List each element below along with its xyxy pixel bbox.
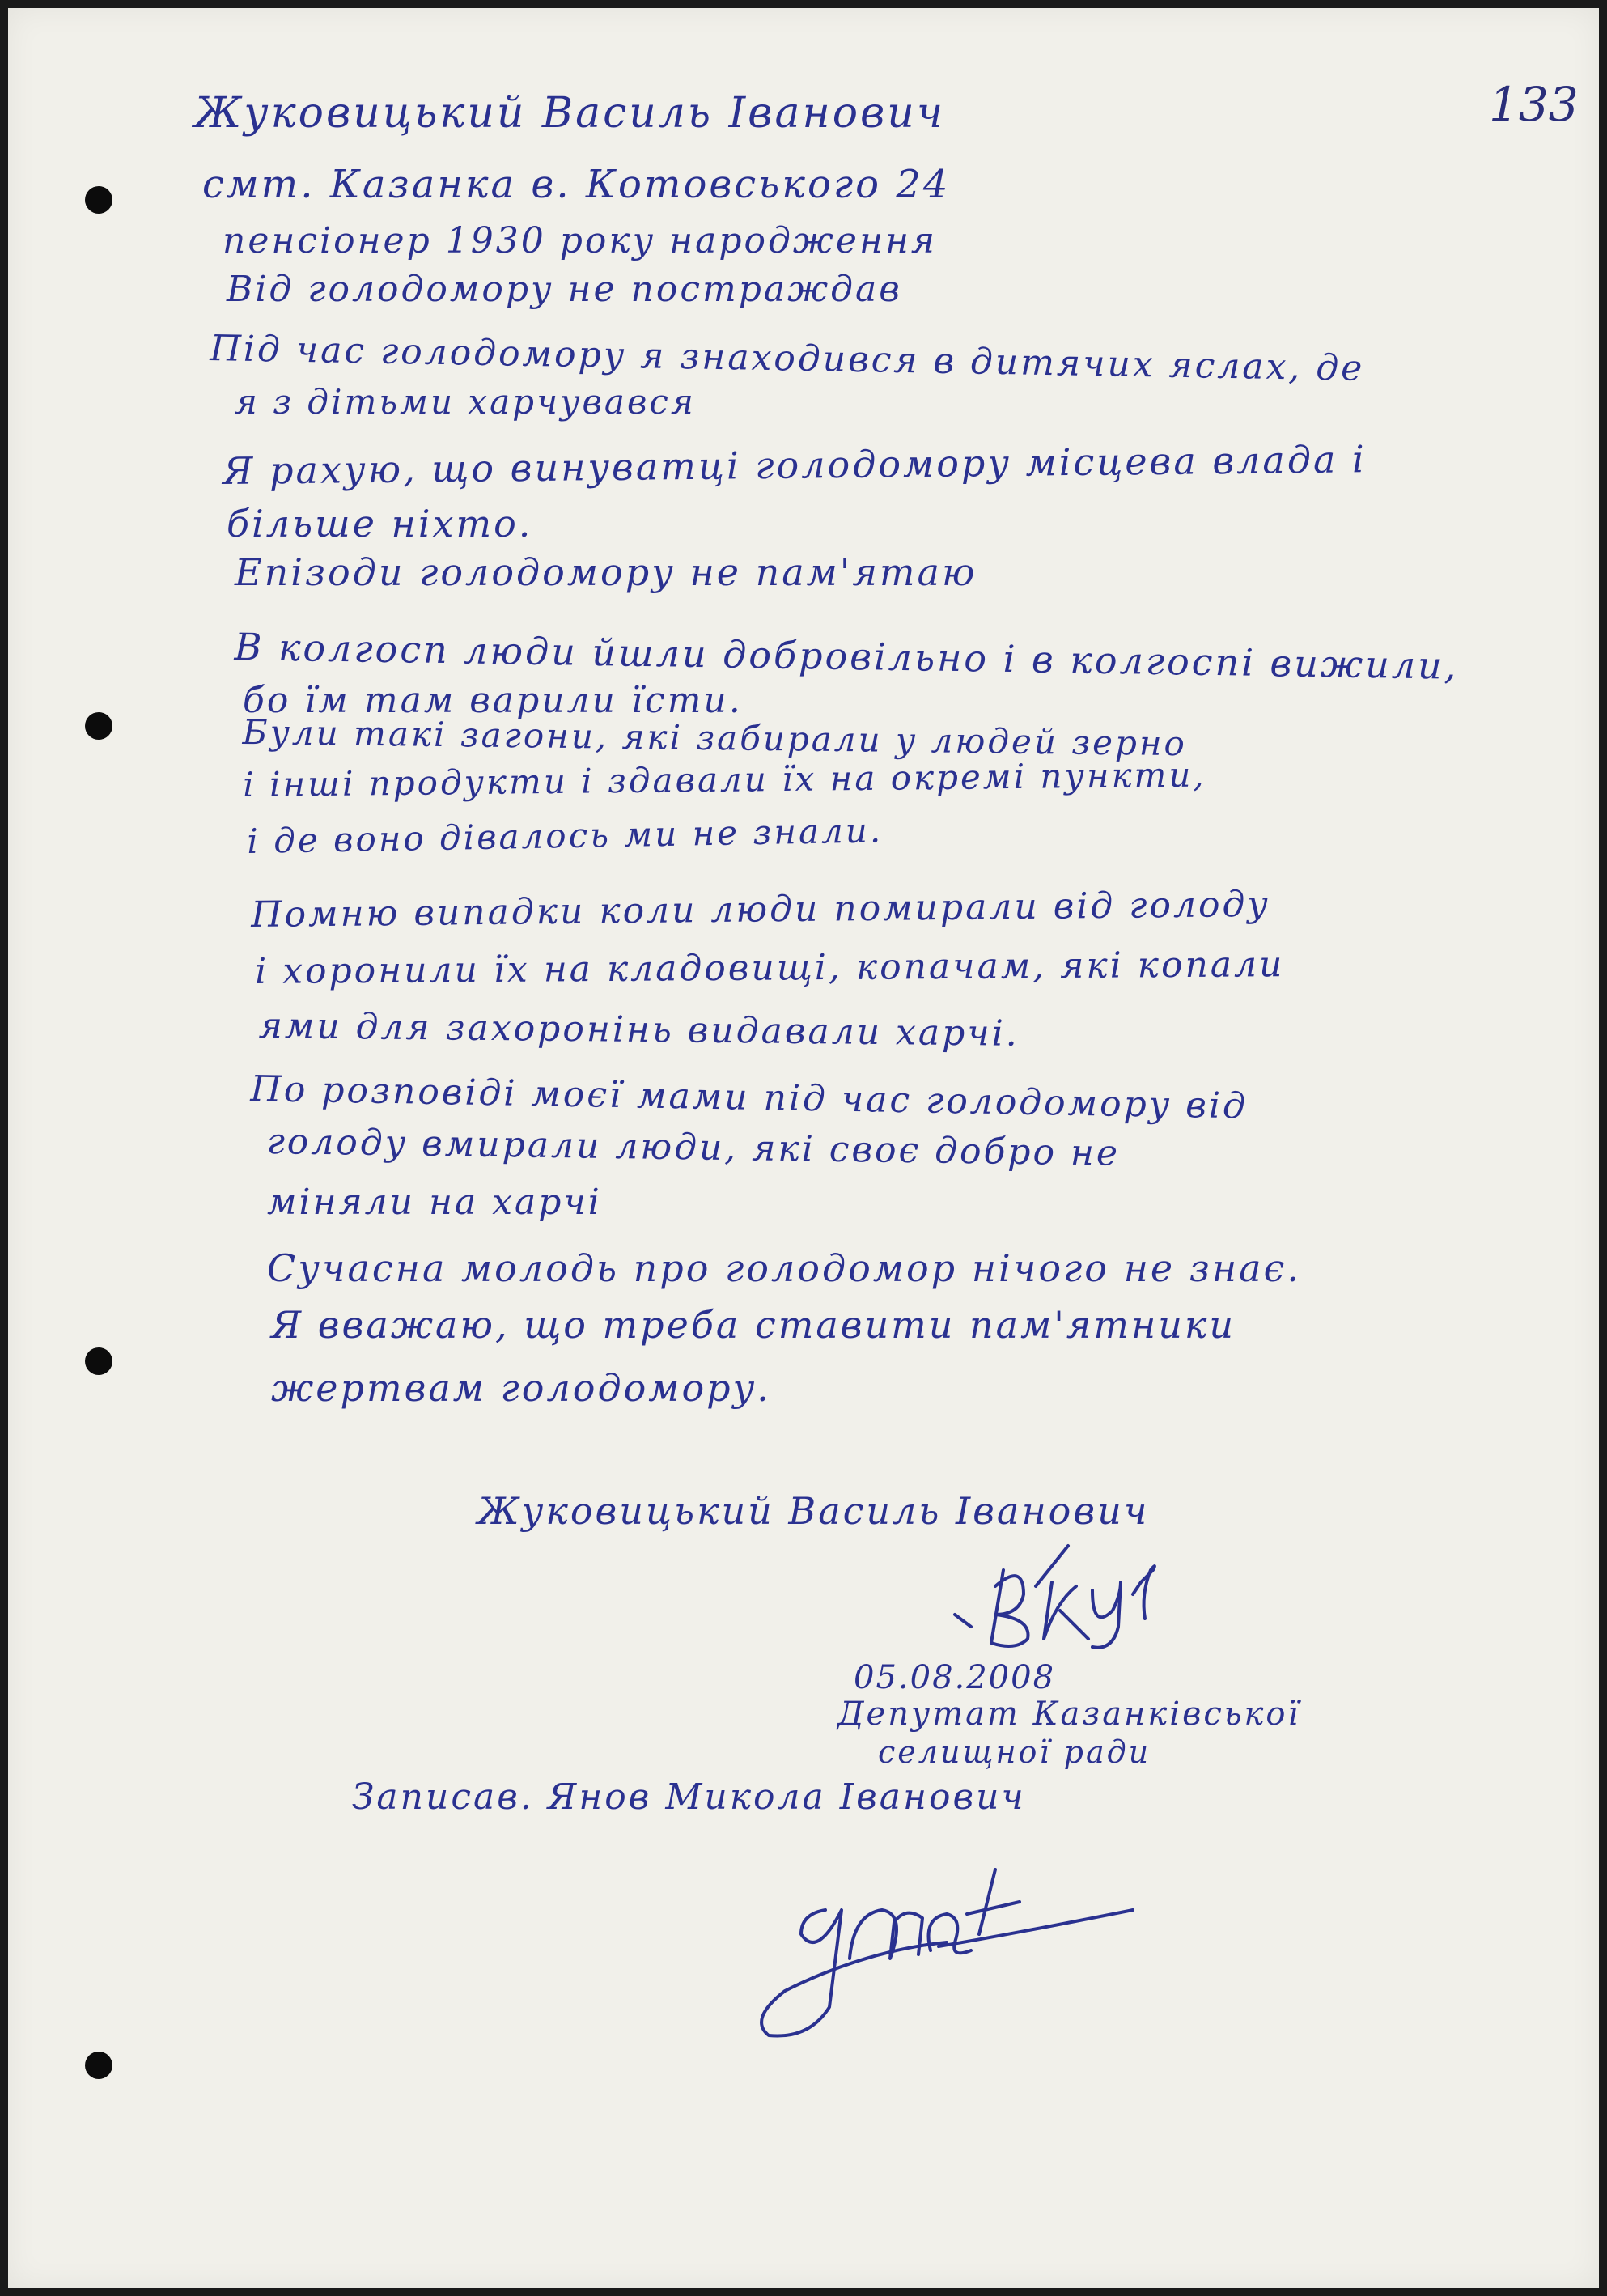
text-line: пенсіонер 1930 року народження xyxy=(223,220,938,261)
text-line: більше ніхто. xyxy=(227,502,533,545)
signatory-name: Жуковицький Василь Іванович xyxy=(477,1489,1150,1533)
text-line: ями для захоронінь видавали харчі. xyxy=(258,1005,1020,1055)
recorder-name: Записав. Янов Микола Іванович xyxy=(352,1776,1026,1818)
text-line: В колгосп люди йшли добровільно і в колгоспі вижили, xyxy=(234,625,1459,688)
text-line: міняли на харчі xyxy=(267,1182,602,1223)
text-line: Під час голодомору я знаходився в дитячих яслах, де xyxy=(210,328,1365,389)
text-line: і інші продукти і здавали їх на окремі пункти, xyxy=(243,754,1207,804)
text-line: і де воно дівалось ми не знали. xyxy=(247,810,884,861)
text-line: я з дітьми харчувався xyxy=(235,382,696,422)
text-line: Жуковицький Василь Іванович xyxy=(194,89,946,138)
deputy-council: селищної ради xyxy=(878,1734,1151,1770)
text-line: Були такі загони, які забирали у людей зерно xyxy=(242,712,1188,764)
signature-icon xyxy=(947,1538,1254,1659)
document-sheet xyxy=(8,8,1599,2288)
text-line: бо їм там варили їсти. xyxy=(243,680,743,721)
document-date: 05.08.2008 xyxy=(854,1659,1056,1696)
text-line: і хоронили їх на кладовищі, копачам, які копали xyxy=(255,944,1285,992)
text-line: смт. Казанка в. Котовського 24 xyxy=(202,162,951,207)
text-line: Помню випадки коли люди помирали від голоду xyxy=(251,883,1271,936)
binder-hole-icon xyxy=(85,1347,112,1375)
text-line: Я рахую, що винуватці голодомору місцева влада і xyxy=(223,437,1367,493)
binder-hole-icon xyxy=(85,2052,112,2079)
text-line: Від голодомору не постраждав xyxy=(227,269,902,310)
binder-hole-icon xyxy=(85,712,112,740)
page-number: 133 xyxy=(1489,77,1579,132)
text-line: Я вважаю, що треба ставити пам'ятники xyxy=(271,1303,1236,1347)
deputy-title: Депутат Казанківської xyxy=(837,1695,1301,1733)
recorder-signature-icon xyxy=(753,1837,1157,2048)
text-line: Епізоди голодомору не пам'ятаю xyxy=(235,550,977,594)
text-line: жертвам голодомору. xyxy=(271,1366,771,1410)
text-line: голоду вмирали люди, які своє добро не xyxy=(266,1121,1121,1174)
binder-hole-icon xyxy=(85,186,112,214)
text-line: Сучасна молодь про голодомор нічого не знає. xyxy=(267,1246,1301,1290)
text-line: По розповіді моєї мами під час голодомору від xyxy=(250,1068,1249,1127)
